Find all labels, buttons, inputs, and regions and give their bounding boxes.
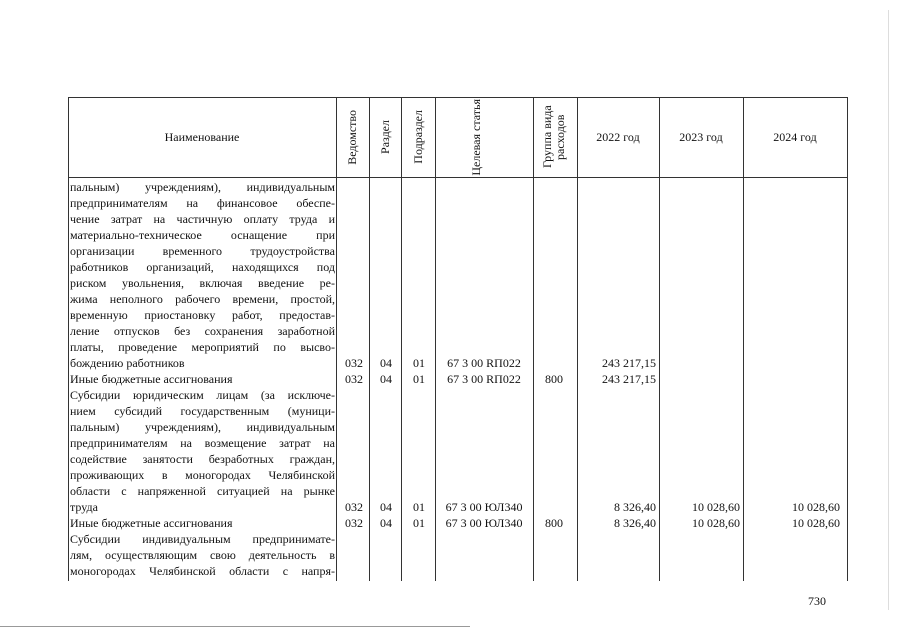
header-razdel-text: Раздел: [377, 120, 392, 154]
name-line: Субсидии юридическим лицам (за исключе-: [70, 388, 335, 402]
scan-edge: [888, 10, 889, 610]
cell-2024: 10 028,60: [792, 516, 840, 530]
header-podrazdel-text: Подраздел: [410, 110, 425, 164]
cell-celevaya-statya: 67 3 00 ЮЛ340: [445, 516, 523, 530]
header-2022: [577, 97, 659, 177]
cell-gruppa: 800: [545, 372, 563, 386]
cell-podrazdel: 01: [413, 372, 425, 386]
cell-vedomstvo: 032: [345, 516, 363, 530]
name-line: ление отпусков без сохранения заработной: [70, 324, 335, 338]
name-line: Субсидии индивидуальным предпринимате-: [70, 532, 335, 546]
cell-gruppa: [532, 499, 576, 515]
cell-celevaya-statya: 67 3 00 RП022: [447, 372, 521, 386]
cell-2024: [744, 371, 840, 387]
name-line: риском увольнения, включая введение ре-: [70, 276, 335, 290]
row-name-block1: [70, 179, 335, 579]
header-2023: [659, 97, 743, 177]
cell-razdel: 04: [380, 356, 392, 370]
cell-podrazdel: 01: [413, 516, 425, 530]
header-2023-text: 2023 год: [679, 129, 723, 144]
header-2024-text: 2024 год: [773, 129, 817, 144]
cell-podrazdel: 01: [413, 500, 425, 514]
page-number: 730: [808, 594, 826, 608]
cell-gruppa: 800: [545, 516, 563, 530]
budget-table: [68, 97, 848, 581]
name-line: организации временного трудоустройства: [70, 244, 335, 258]
header-razdel: [369, 97, 401, 177]
header-vedomstvo-text: Ведомство: [345, 109, 359, 165]
cell-2023: [660, 355, 740, 371]
cell-2022: 243 217,15: [602, 372, 656, 386]
header-2024: [743, 97, 847, 177]
cell-podrazdel: 01: [413, 356, 425, 370]
header-name: [68, 97, 336, 177]
cell-vedomstvo: 032: [345, 356, 363, 370]
cell-2023: 10 028,60: [692, 516, 740, 530]
cell-vedomstvo: 032: [345, 500, 363, 514]
name-line: труда: [70, 500, 98, 514]
name-line: предпринимателям на финансовое обеспе-: [70, 196, 335, 210]
cell-2022: 243 217,15: [602, 356, 656, 370]
header-gruppa-text: Группа вида расходов: [540, 105, 567, 169]
cell-2024: [744, 355, 840, 371]
name-line: пальным) учреждениям), индивидуальным: [70, 420, 335, 434]
header-2022-text: 2022 год: [596, 129, 640, 144]
cell-gruppa: [532, 355, 576, 371]
cell-2023: [660, 371, 740, 387]
name-line: предпринимателям на возмещение затрат на: [70, 436, 335, 450]
header-celevaya-statya-text: Целевая статья: [469, 98, 483, 176]
cell-2022: 8 326,40: [614, 516, 656, 530]
name-line: чение затрат на частичную оплату труда и: [70, 212, 335, 226]
name-line: жима неполного рабочего времени, простой,: [70, 292, 335, 306]
name-line: платы, проведение мероприятий по высво-: [70, 340, 335, 354]
header-celevaya-statya: [435, 97, 533, 177]
footer-line: [0, 626, 470, 627]
name-line: проживающих в моногородах Челябинской: [70, 468, 335, 482]
header-gruppa: [533, 97, 577, 177]
cell-vedomstvo: 032: [345, 372, 363, 386]
name-line: области с напряженной ситуацией на рынке: [70, 484, 335, 498]
name-line: бождению работников: [70, 356, 185, 370]
header-bottom-border: [68, 177, 848, 178]
cell-2024: 10 028,60: [792, 500, 840, 514]
name-line: пальным) учреждениям), индивидуальным: [70, 180, 335, 194]
name-line: лям, осуществляющим свою деятельность в: [70, 548, 335, 562]
cell-celevaya-statya: 67 3 00 RП022: [447, 356, 521, 370]
name-line: нием субсидий государственным (муници-: [70, 404, 335, 418]
header-podrazdel: [401, 97, 435, 177]
name-line: временную приостановку работ, предостав-: [70, 308, 335, 322]
cell-2023: 10 028,60: [692, 500, 740, 514]
name-line: Иные бюджетные ассигнования: [70, 372, 233, 386]
header-vedomstvo: [336, 97, 369, 177]
name-line: Иные бюджетные ассигнования: [70, 516, 233, 530]
header-name-text: Наименование: [164, 129, 240, 144]
name-line: материально-техническое оснащение при: [70, 228, 335, 242]
cell-razdel: 04: [380, 516, 392, 530]
cell-2022: 8 326,40: [614, 500, 656, 514]
col-border: [847, 97, 848, 581]
name-line: работников организаций, находящихся под: [70, 260, 335, 274]
name-line: моногородах Челябинской области с напря-: [70, 564, 335, 578]
cell-razdel: 04: [380, 372, 392, 386]
name-line: содействие занятости безработных граждан,: [70, 452, 335, 466]
cell-razdel: 04: [380, 500, 392, 514]
cell-celevaya-statya: 67 3 00 ЮЛ340: [445, 500, 523, 514]
